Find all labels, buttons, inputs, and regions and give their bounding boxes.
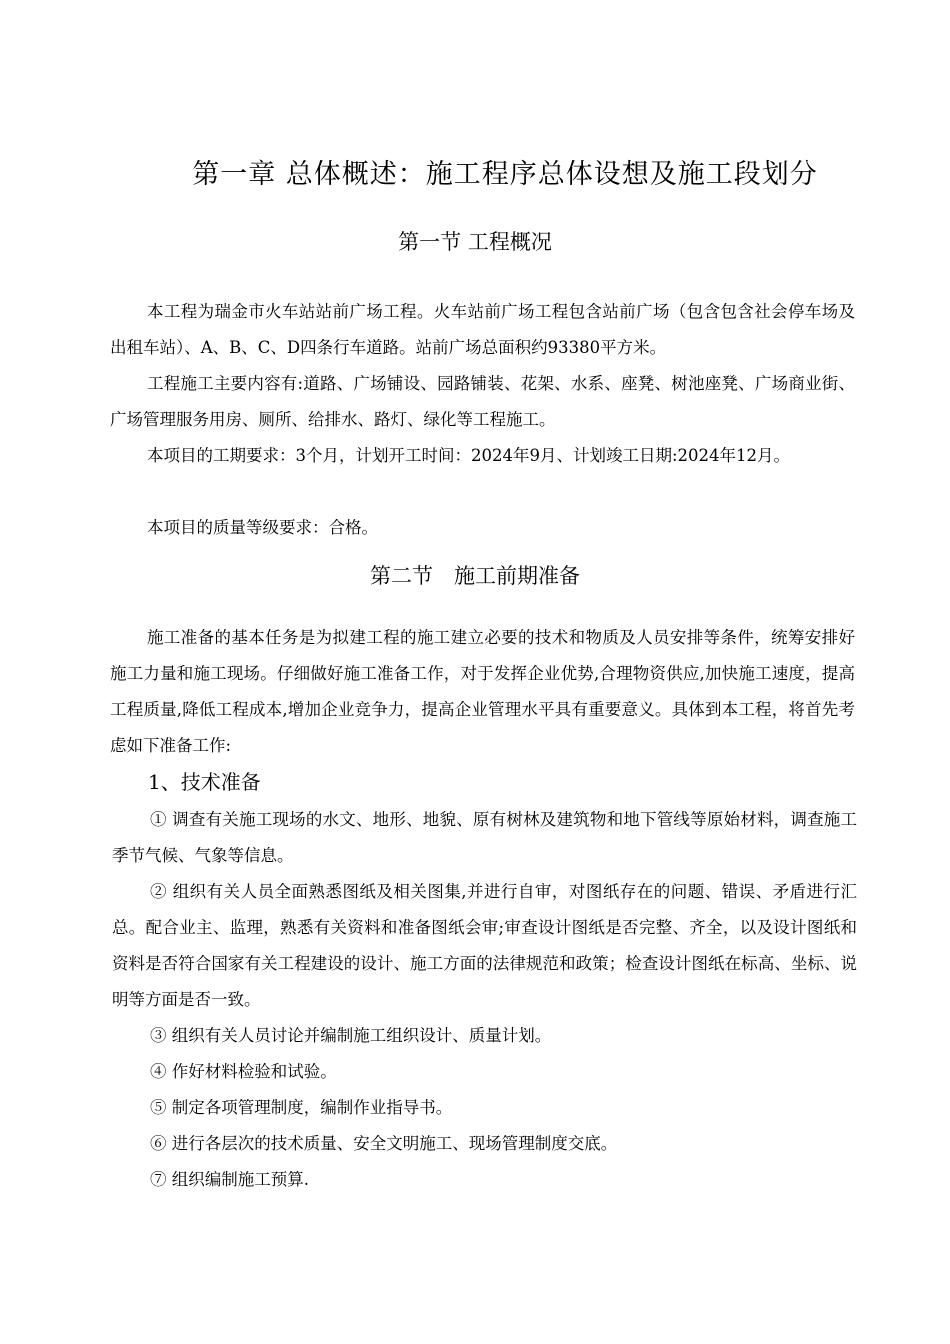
list-item: ① 调查有关施工现场的水文、地形、地貌、原有树林及建筑物和地下管线等原始材料，调查施工季节气候、气象等信息。 (112, 810, 857, 865)
paragraph: 本项目的质量等级要求：合格。 (147, 518, 378, 537)
paragraph: 本项目的工期要求：3个月，计划开工时间：2024年9月、计划竣工日期:2024年12月。 (147, 446, 791, 465)
subheading: 1、技术准备 (148, 770, 261, 794)
section-title: 第一节 工程概况 (398, 230, 552, 254)
list-item: ⑤ 制定各项管理制度，编制作业指导书。 (150, 1098, 453, 1117)
paragraph: 本工程为瑞金市火车站站前广场工程。火车站前广场工程包含站前广场（包含包含社会停车场及出租车站）、A、B、C、D四条行车道路。站前广场总面积约93380平方米。 (110, 302, 855, 357)
section-title: 第二节 施工前期准备 (370, 564, 580, 588)
list-item: ⑦ 组织编制施工预算. (150, 1170, 309, 1189)
chapter-title: 第一章 总体概述：施工程序总体设想及施工段划分 (192, 159, 818, 190)
list-item: ② 组织有关人员全面熟悉图纸及相关图集,并进行自审，对图纸存在的问题、错误、矛盾进行汇总。配合业主、监理，熟悉有关资料和准备图纸会审;审查设计图纸是否完整、齐全，以及设计图纸和资料是否符合国家有关工程建设的设计、施工方面的法律规范和政策；检查设计图纸在标高、坐标、说明等方面是否一致。 (112, 882, 857, 1009)
paragraph: 施工准备的基本任务是为拟建工程的施工建立必要的技术和物质及人员安排等条件，统筹安排好施工力量和施工现场。仔细做好施工准备工作，对于发挥企业优势,合理物资供应,加快施工速度，提高工程质量,降低工程成本,增加企业竞争力，提高企业管理水平具有重要意义。具体到本工程，将首先考虑如下准备工作: (110, 628, 855, 755)
paragraph: 工程施工主要内容有:道路、广场铺设、园路铺装、花架、水系、座凳、树池座凳、广场商业街、广场管理服务用房、厕所、给排水、路灯、绿化等工程施工。 (110, 374, 855, 429)
list-item: ④ 作好材料检验和试验。 (150, 1062, 337, 1081)
list-item: ⑥ 进行各层次的技术质量、安全文明施工、现场管理制度交底。 (150, 1134, 618, 1153)
list-item: ③ 组织有关人员讨论并编制施工组织设计、质量计划。 (150, 1026, 552, 1045)
